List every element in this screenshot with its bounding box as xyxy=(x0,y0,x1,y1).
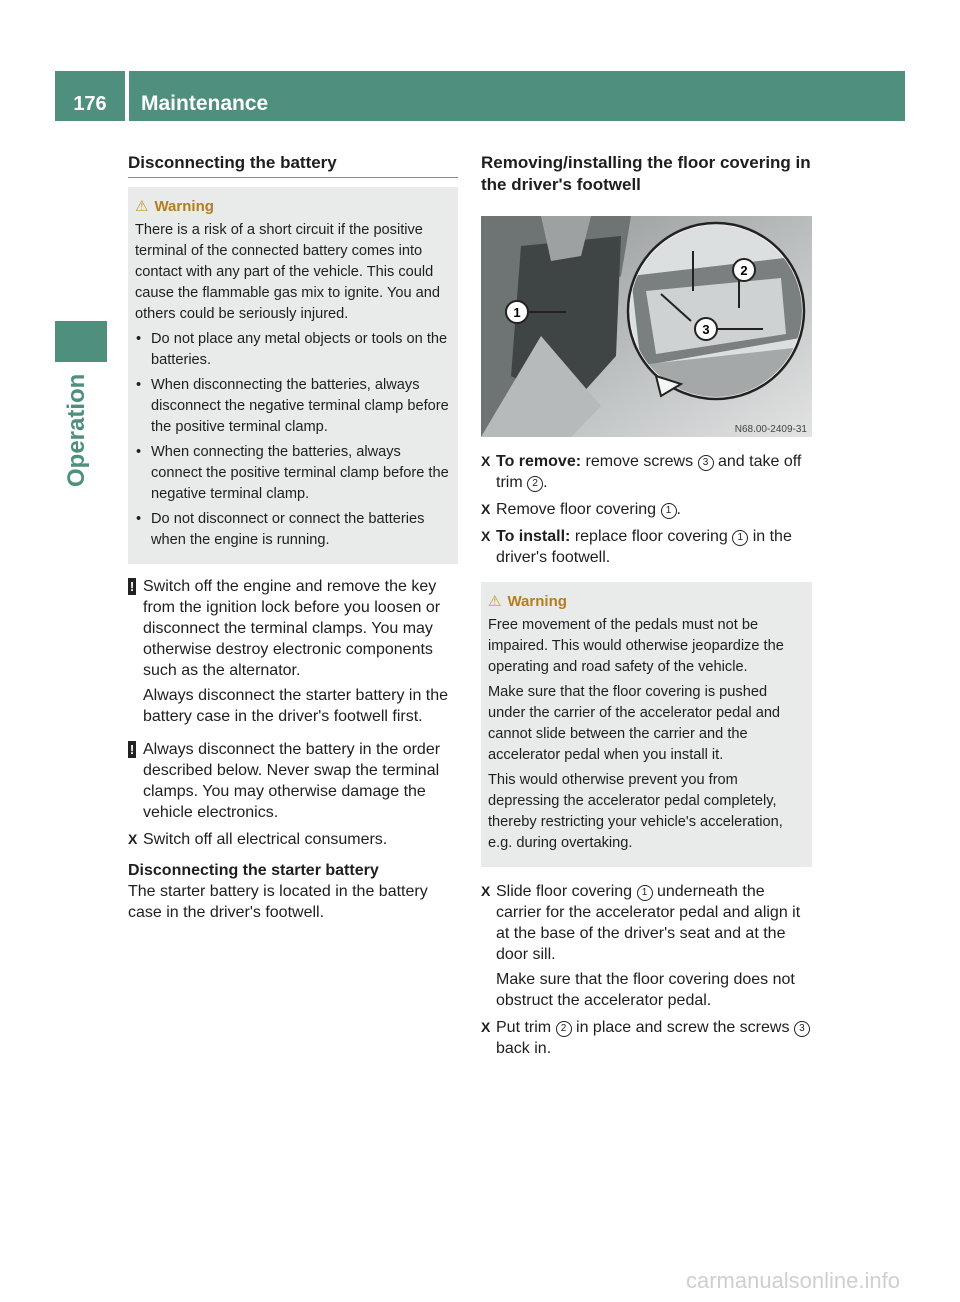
warning-triangle-icon: ⚠ xyxy=(488,593,502,610)
warning-text: Free movement of the pedals must not be impaired. This would otherwise jeopardize the operating and road safety of the vehicle. xyxy=(488,617,784,675)
instruction-step xyxy=(481,451,812,493)
step-text-part: replace floor covering xyxy=(574,528,728,545)
step-text-part: underneath the carrier for the accelerator pedal and align it at the base of the driver's seat and at the door sill. xyxy=(496,883,801,963)
caution-note xyxy=(128,739,458,823)
step-text: Make sure that the floor covering does not obstruct the accelerator pedal. xyxy=(496,971,795,1009)
callout-number: 2 xyxy=(527,476,543,492)
warning-title xyxy=(135,196,451,217)
warning-text: Make sure that the floor covering is pushed under the carrier of the accelerator pedal and cannot slide between the carrier and the accelerator pedal when you install it. xyxy=(488,684,781,763)
warning-box xyxy=(481,582,812,867)
instruction-step xyxy=(128,829,458,850)
note-text: Switch off the engine and remove the key from the ignition lock before you loosen or disconnect the terminal clamps. You may otherwise destroy electronic components such as the alternator. xyxy=(143,578,441,679)
step-text xyxy=(496,499,812,520)
step-text-part: Put trim xyxy=(496,1019,552,1036)
footer-watermark: carmanualsonline.info xyxy=(685,1268,900,1293)
warning-box xyxy=(128,187,458,564)
note-text: Always disconnect the starter battery in the battery case in the driver's footwell first. xyxy=(143,687,449,725)
step-text-part: Remove floor covering xyxy=(496,501,657,518)
callout-3: 3 xyxy=(702,322,710,337)
step-text-part: Slide floor covering xyxy=(496,883,633,900)
step-text xyxy=(496,526,812,568)
section-title: Maintenance xyxy=(129,71,905,121)
callout-number: 1 xyxy=(637,885,653,901)
section-heading: Disconnecting the battery xyxy=(128,152,458,178)
callout-number: 2 xyxy=(556,1021,572,1037)
step-text xyxy=(496,1017,812,1059)
subsection-heading: Disconnecting the starter battery xyxy=(128,862,379,879)
caution-note xyxy=(128,576,458,727)
warning-bullet: • Do not disconnect or connect the batteries when the engine is running. xyxy=(135,509,451,551)
section-heading: Removing/installing the floor covering in the driver's footwell xyxy=(481,153,811,194)
step-text-part: in the driver's footwell. xyxy=(496,528,792,566)
callout-number: 3 xyxy=(794,1021,810,1037)
step-text-part: and take off trim xyxy=(496,453,802,491)
warning-bullet: • When disconnecting the batteries, always disconnect the negative terminal clamp before the positive terminal clamp. xyxy=(135,375,451,438)
callout-number: 3 xyxy=(698,455,714,471)
warning-bullet: • Do not place any metal objects or tools on the batteries. xyxy=(135,329,451,371)
instruction-step xyxy=(481,526,812,568)
step-text-part: in place and screw the screws xyxy=(576,1019,790,1036)
step-marker-icon: X xyxy=(481,528,491,544)
side-tab-block xyxy=(55,321,107,362)
callout-1: 1 xyxy=(513,305,521,320)
left-column xyxy=(128,152,458,923)
instruction-step xyxy=(481,499,812,520)
step-marker-icon: X xyxy=(481,883,491,899)
step-label: To remove: xyxy=(496,453,582,470)
exclamation-icon: ! xyxy=(129,742,135,757)
warning-title-text: Warning xyxy=(507,593,567,610)
instruction-step xyxy=(481,881,812,1011)
step-label: To install: xyxy=(496,528,571,545)
subsection-text: The starter battery is located in the battery case in the driver's footwell. xyxy=(128,883,428,921)
warning-bullet: • When connecting the batteries, always connect the positive terminal clamp before the negative terminal clamp. xyxy=(135,442,451,505)
step-marker-icon: X xyxy=(481,453,491,469)
warning-text: There is a risk of a short circuit if the positive terminal of the connected battery comes into contact with any part of the vehicle. This could cause the flammable gas mix to ignite. You and others could be seriously injured. xyxy=(135,222,441,322)
warning-text: This would otherwise prevent you from depressing the accelerator pedal completely, thereby restricting your vehicle's acceleration, e.g. during overtaking. xyxy=(488,772,783,851)
footwell-illustration xyxy=(481,216,812,437)
callout-2: 2 xyxy=(740,263,748,278)
page-number: 176 xyxy=(55,71,125,121)
step-text-part: . xyxy=(676,501,681,518)
warning-title-text: Warning xyxy=(154,198,214,215)
instruction-step xyxy=(481,1017,812,1059)
footwell-diagram xyxy=(481,216,812,437)
warning-title xyxy=(488,591,805,612)
side-tab-text: Operation xyxy=(63,373,90,487)
callout-number: 1 xyxy=(661,503,677,519)
note-text: Always disconnect the battery in the order described below. Never swap the terminal clamps. You may otherwise damage the vehicle electronics. xyxy=(143,741,441,821)
step-marker-icon: X xyxy=(128,831,138,847)
step-text: Switch off all electrical consumers. xyxy=(143,831,388,848)
side-tab-label xyxy=(55,367,107,487)
warning-list xyxy=(135,329,451,551)
step-text-part: . xyxy=(543,474,548,491)
callout-number: 1 xyxy=(732,530,748,546)
figure-code: N68.00-2409-31 xyxy=(734,424,807,435)
step-text xyxy=(496,451,812,493)
subsection xyxy=(128,860,458,923)
warning-triangle-icon: ⚠ xyxy=(135,198,149,215)
right-column xyxy=(481,152,812,1063)
exclamation-icon: ! xyxy=(129,579,135,594)
step-text-part: back in. xyxy=(496,1040,552,1057)
step-marker-icon: X xyxy=(481,501,491,517)
step-marker-icon: X xyxy=(481,1019,491,1035)
step-text-part: remove screws xyxy=(585,453,694,470)
step-text xyxy=(496,881,812,965)
